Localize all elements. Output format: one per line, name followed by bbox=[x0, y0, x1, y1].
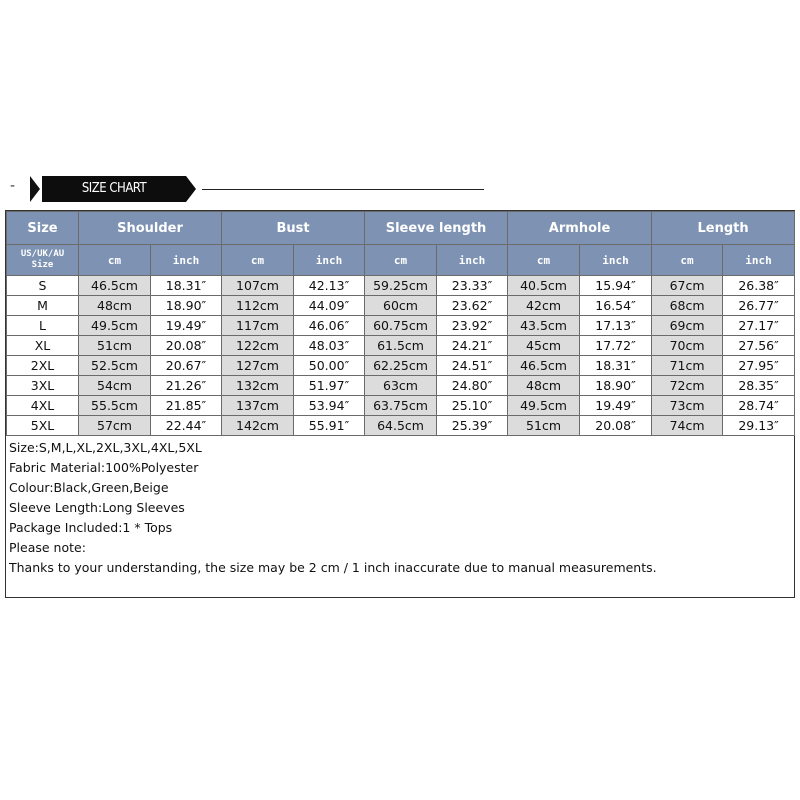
armhole-cm-unit: cm bbox=[508, 245, 580, 276]
header-size: Size bbox=[7, 212, 79, 245]
sleeve-length-cm-unit: cm bbox=[365, 245, 437, 276]
bust-cm-cell: 127cm bbox=[222, 356, 294, 376]
armhole-cm-cell: 43.5cm bbox=[508, 316, 580, 336]
armhole-inch-cell: 17.72″ bbox=[580, 336, 652, 356]
armhole-inch-cell: 20.08″ bbox=[580, 416, 652, 436]
armhole-inch-cell: 16.54″ bbox=[580, 296, 652, 316]
length-inch-cell: 27.17″ bbox=[723, 316, 795, 336]
bust-inch-cell: 51.97″ bbox=[294, 376, 365, 396]
sleeve-length-inch-cell: 23.33″ bbox=[437, 276, 508, 296]
armhole-cm-cell: 49.5cm bbox=[508, 396, 580, 416]
table-row bbox=[7, 356, 795, 376]
bust-inch-cell: 50.00″ bbox=[294, 356, 365, 376]
length-inch-cell: 28.74″ bbox=[723, 396, 795, 416]
note-line: Size:S,M,L,XL,2XL,3XL,4XL,5XL bbox=[9, 440, 202, 455]
header-armhole: Armhole bbox=[508, 212, 652, 245]
ribbon-tail-shape bbox=[186, 176, 196, 202]
shoulder-inch-unit: inch bbox=[151, 245, 222, 276]
bust-inch-cell: 42.13″ bbox=[294, 276, 365, 296]
armhole-inch-cell: 15.94″ bbox=[580, 276, 652, 296]
length-cm-cell: 74cm bbox=[652, 416, 723, 436]
armhole-cm-cell: 51cm bbox=[508, 416, 580, 436]
sleeve-length-inch-cell: 24.21″ bbox=[437, 336, 508, 356]
sleeve-length-cm-cell: 63cm bbox=[365, 376, 437, 396]
note-line: Colour:Black,Green,Beige bbox=[9, 480, 169, 495]
table-row bbox=[7, 316, 795, 336]
bust-cm-unit: cm bbox=[222, 245, 294, 276]
table-row bbox=[7, 396, 795, 416]
ribbon-lead-shape bbox=[30, 176, 40, 202]
bust-inch-cell: 48.03″ bbox=[294, 336, 365, 356]
note-line: Sleeve Length:Long Sleeves bbox=[9, 500, 185, 515]
sleeve-length-cm-cell: 61.5cm bbox=[365, 336, 437, 356]
length-cm-cell: 71cm bbox=[652, 356, 723, 376]
sleeve-length-inch-cell: 23.92″ bbox=[437, 316, 508, 336]
sleeve-length-inch-cell: 25.39″ bbox=[437, 416, 508, 436]
note-line: Thanks to your understanding, the size may be 2 cm / 1 inch inaccurate due to manual measurements. bbox=[9, 560, 657, 575]
header-sleeve-length: Sleeve length bbox=[365, 212, 508, 245]
size-cell: 4XL bbox=[7, 396, 79, 416]
length-inch-cell: 26.38″ bbox=[723, 276, 795, 296]
banner-rule bbox=[202, 189, 484, 190]
bust-cm-cell: 117cm bbox=[222, 316, 294, 336]
armhole-cm-cell: 45cm bbox=[508, 336, 580, 356]
table-row bbox=[7, 296, 795, 316]
bust-cm-cell: 122cm bbox=[222, 336, 294, 356]
table-row bbox=[7, 336, 795, 356]
shoulder-cm-cell: 52.5cm bbox=[79, 356, 151, 376]
size-subheader-label: Size bbox=[31, 260, 54, 270]
bust-cm-cell: 112cm bbox=[222, 296, 294, 316]
armhole-inch-cell: 17.13″ bbox=[580, 316, 652, 336]
shoulder-inch-cell: 18.31″ bbox=[151, 276, 222, 296]
sleeve-length-inch-cell: 25.10″ bbox=[437, 396, 508, 416]
bust-inch-cell: 46.06″ bbox=[294, 316, 365, 336]
sleeve-length-cm-cell: 63.75cm bbox=[365, 396, 437, 416]
table-row bbox=[7, 376, 795, 396]
sleeve-length-inch-cell: 24.51″ bbox=[437, 356, 508, 376]
size-cell: XL bbox=[7, 336, 79, 356]
sleeve-length-cm-cell: 59.25cm bbox=[365, 276, 437, 296]
length-cm-cell: 70cm bbox=[652, 336, 723, 356]
armhole-cm-cell: 48cm bbox=[508, 376, 580, 396]
length-cm-cell: 67cm bbox=[652, 276, 723, 296]
armhole-inch-unit: inch bbox=[580, 245, 652, 276]
length-inch-cell: 27.56″ bbox=[723, 336, 795, 356]
size-chart-banner bbox=[8, 172, 488, 206]
sleeve-length-inch-cell: 23.62″ bbox=[437, 296, 508, 316]
sleeve-length-cm-cell: 64.5cm bbox=[365, 416, 437, 436]
sleeve-length-inch-cell: 24.80″ bbox=[437, 376, 508, 396]
size-table bbox=[6, 211, 795, 436]
shoulder-cm-cell: 51cm bbox=[79, 336, 151, 356]
length-inch-cell: 26.77″ bbox=[723, 296, 795, 316]
note-line: Package Included:1 * Tops bbox=[9, 520, 173, 535]
bust-inch-cell: 53.94″ bbox=[294, 396, 365, 416]
armhole-cm-cell: 40.5cm bbox=[508, 276, 580, 296]
shoulder-inch-cell: 19.49″ bbox=[151, 316, 222, 336]
bust-inch-cell: 55.91″ bbox=[294, 416, 365, 436]
header-length: Length bbox=[652, 212, 795, 245]
group-header-row bbox=[7, 212, 795, 245]
armhole-inch-cell: 19.49″ bbox=[580, 396, 652, 416]
table-row bbox=[7, 416, 795, 436]
size-cell: 2XL bbox=[7, 356, 79, 376]
note-line: Fabric Material:100%Polyester bbox=[9, 460, 199, 475]
unit-header-row bbox=[7, 245, 795, 276]
header-shoulder: Shoulder bbox=[79, 212, 222, 245]
shoulder-cm-cell: 46.5cm bbox=[79, 276, 151, 296]
product-notes bbox=[9, 438, 657, 578]
shoulder-inch-cell: 20.67″ bbox=[151, 356, 222, 376]
banner-dash: - bbox=[10, 178, 16, 194]
length-inch-cell: 28.35″ bbox=[723, 376, 795, 396]
length-inch-cell: 27.95″ bbox=[723, 356, 795, 376]
shoulder-inch-cell: 21.26″ bbox=[151, 376, 222, 396]
bust-cm-cell: 142cm bbox=[222, 416, 294, 436]
shoulder-cm-cell: 54cm bbox=[79, 376, 151, 396]
size-table-body bbox=[7, 276, 795, 436]
shoulder-cm-cell: 57cm bbox=[79, 416, 151, 436]
note-line: Please note: bbox=[9, 540, 86, 555]
armhole-cm-cell: 42cm bbox=[508, 296, 580, 316]
size-cell: 3XL bbox=[7, 376, 79, 396]
size-cell: S bbox=[7, 276, 79, 296]
banner-title: SIZE CHART bbox=[42, 176, 186, 202]
shoulder-inch-cell: 20.08″ bbox=[151, 336, 222, 356]
armhole-inch-cell: 18.31″ bbox=[580, 356, 652, 376]
bust-cm-cell: 107cm bbox=[222, 276, 294, 296]
size-cell: M bbox=[7, 296, 79, 316]
bust-cm-cell: 132cm bbox=[222, 376, 294, 396]
sleeve-length-cm-cell: 62.25cm bbox=[365, 356, 437, 376]
length-cm-cell: 69cm bbox=[652, 316, 723, 336]
length-cm-cell: 73cm bbox=[652, 396, 723, 416]
length-cm-cell: 68cm bbox=[652, 296, 723, 316]
banner-ribbon bbox=[30, 176, 200, 202]
shoulder-cm-unit: cm bbox=[79, 245, 151, 276]
bust-inch-unit: inch bbox=[294, 245, 365, 276]
header-bust: Bust bbox=[222, 212, 365, 245]
shoulder-inch-cell: 21.85″ bbox=[151, 396, 222, 416]
size-cell: L bbox=[7, 316, 79, 336]
shoulder-inch-cell: 18.90″ bbox=[151, 296, 222, 316]
sleeve-length-cm-cell: 60cm bbox=[365, 296, 437, 316]
size-chart-frame bbox=[5, 210, 795, 598]
length-inch-unit: inch bbox=[723, 245, 795, 276]
sleeve-length-inch-unit: inch bbox=[437, 245, 508, 276]
size-subheader-region: US/UK/AU bbox=[20, 249, 65, 259]
table-row bbox=[7, 276, 795, 296]
armhole-inch-cell: 18.90″ bbox=[580, 376, 652, 396]
shoulder-cm-cell: 49.5cm bbox=[79, 316, 151, 336]
sleeve-length-cm-cell: 60.75cm bbox=[365, 316, 437, 336]
size-cell: 5XL bbox=[7, 416, 79, 436]
size-subheader bbox=[7, 245, 79, 276]
shoulder-inch-cell: 22.44″ bbox=[151, 416, 222, 436]
shoulder-cm-cell: 48cm bbox=[79, 296, 151, 316]
length-cm-unit: cm bbox=[652, 245, 723, 276]
shoulder-cm-cell: 55.5cm bbox=[79, 396, 151, 416]
bust-cm-cell: 137cm bbox=[222, 396, 294, 416]
length-cm-cell: 72cm bbox=[652, 376, 723, 396]
armhole-cm-cell: 46.5cm bbox=[508, 356, 580, 376]
length-inch-cell: 29.13″ bbox=[723, 416, 795, 436]
bust-inch-cell: 44.09″ bbox=[294, 296, 365, 316]
